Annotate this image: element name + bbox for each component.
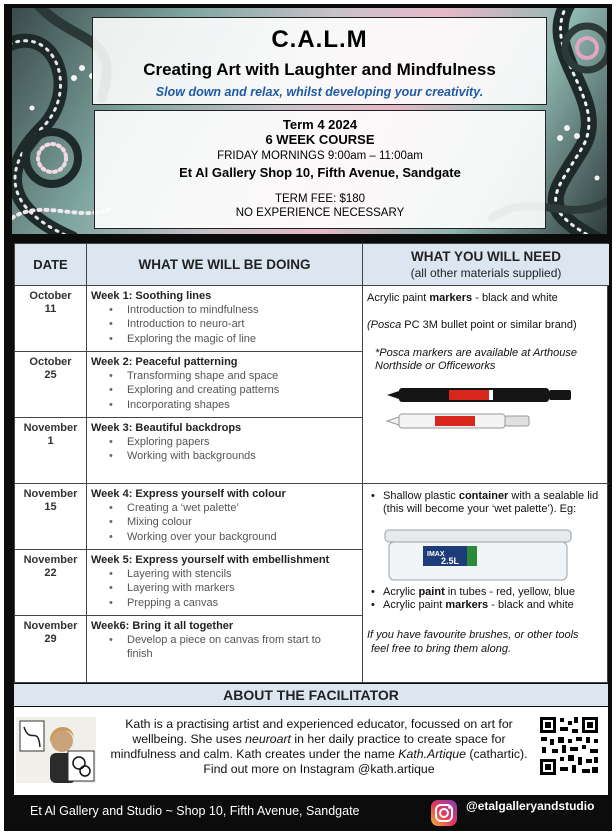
title-panel (92, 17, 547, 105)
term-fee: TERM FEE: $180 (274, 193, 366, 205)
week-cell (87, 286, 363, 352)
week-title: Week 1: Soothing lines (91, 290, 212, 302)
course-tagline: Slow down and relax, whilst developing your creativity. (155, 85, 484, 99)
week-title: Week 2: Peaceful patterning (91, 356, 238, 368)
needs-markers-cell (363, 286, 609, 484)
activity-item: • Creating a ‘wet palette’ (109, 501, 362, 515)
footer-bar (4, 796, 612, 831)
course-title: C.A.L.M (271, 26, 368, 53)
activity-item: • Layering with markers (109, 581, 362, 595)
instagram-icon[interactable] (430, 799, 458, 827)
posca-line: (Posca PC 3M bullet point or similar brand) (367, 319, 577, 331)
date-day: 25 (44, 369, 57, 381)
facilitator-photo (16, 717, 96, 783)
course-subtitle: Creating Art with Laughter and Mindfulness (143, 60, 496, 79)
date-cell (15, 550, 87, 616)
date-day: 1 (47, 435, 54, 447)
date-month: October (29, 356, 72, 368)
instagram-link[interactable]: Find out more on Instagram @kath.artique (203, 762, 435, 776)
date-month: November (23, 620, 78, 632)
experience-note: NO EXPERIENCE NECESSARY (235, 207, 405, 219)
activity-item: • Exploring papers (109, 435, 362, 449)
week-title: Week 5: Express yourself with embellishment (91, 554, 330, 566)
paint-markers-item: • Acrylic paint markers - black and white (363, 599, 609, 612)
activity-item: • Exploring and creating patterns (109, 383, 362, 397)
date-month: November (23, 488, 78, 500)
date-month: October (29, 290, 72, 302)
activity-item: • Introduction to neuro-art (109, 317, 362, 331)
posca-availability-note: *Posca markers are available at Arthouse Northside or Officeworks (375, 347, 577, 372)
markers-line: Acrylic paint markers - black and white (367, 292, 558, 304)
brushes-note: If you have favourite brushes, or other tools feel free to bring them along. (367, 629, 579, 655)
date-cell (15, 418, 87, 484)
venue-text: Et Al Gallery Shop 10, Fifth Avenue, Sandgate (179, 165, 461, 180)
activity-item: • Mixing colour (109, 515, 362, 529)
week-cell (87, 616, 363, 682)
date-cell (15, 484, 87, 550)
about-section (14, 707, 608, 795)
header-need (363, 244, 609, 286)
week-title: Week6: Bring it all together (91, 620, 234, 632)
paint-item: • Acrylic paint in tubes - red, yellow, blue (363, 586, 609, 599)
week-title: Week 3: Beautiful backdrops (91, 422, 242, 434)
term-label: Term 4 2024 (282, 117, 358, 132)
footer-address: Et Al Gallery and Studio ~ Shop 10, Fifth Avenue, Sandgate (30, 804, 360, 818)
activity-item: • Introduction to mindfulness (109, 303, 362, 317)
date-day: 22 (44, 567, 57, 579)
header-artwork (12, 8, 607, 234)
activity-item: • Layering with stencils (109, 567, 362, 581)
date-day: 29 (44, 633, 57, 645)
date-month: November (23, 554, 78, 566)
date-month: November (23, 422, 78, 434)
svg-text:IMAX: IMAX (427, 551, 445, 558)
container-item: • Shallow plastic container with a sealable lid (363, 490, 609, 503)
about-heading: ABOUT THE FACILITATOR (14, 684, 608, 706)
facilitator-bio: Kath is a practising artist and experienced educator, focussed on art for wellbeing. She uses neuroart in her daily practice to create space for mindfulness and calm. Kath creates under the name Kath.Artique (cathartic). Find out more on Instagram @kath.artique (106, 717, 532, 777)
container-item-cont: (this will become your ‘wet palette’). Eg: (383, 503, 577, 515)
activity-item: • Incorporating shapes (109, 398, 362, 412)
course-length: 6 WEEK COURSE (265, 132, 375, 147)
activity-item: • Working over your background (109, 530, 362, 544)
date-day: 11 (44, 303, 57, 315)
instagram-handle[interactable]: @etalgalleryandstudio (466, 799, 595, 813)
activity-item-continued: finish (127, 648, 153, 661)
header-date: DATE (15, 244, 87, 286)
course-schedule-table (14, 243, 608, 683)
posca-markers-image (385, 382, 585, 438)
header-need-subtitle: (all other materials supplied) (410, 266, 562, 280)
activity-item: • Develop a piece on canvas from start to (109, 633, 362, 647)
qr-code-icon[interactable] (538, 715, 600, 777)
week-cell (87, 550, 363, 616)
week-title: Week 4: Express yourself with colour (91, 488, 286, 500)
header-doing: WHAT WE WILL BE DOING (87, 244, 363, 286)
activity-item: • Working with backgrounds (109, 449, 362, 463)
needs-supplies-cell (363, 484, 609, 682)
week-cell (87, 418, 363, 484)
activity-item: • Exploring the magic of line (109, 332, 362, 346)
date-cell (15, 286, 87, 352)
week-cell (87, 484, 363, 550)
storage-container-image (381, 526, 576, 584)
header-need-title: WHAT YOU WILL NEED (411, 249, 561, 264)
activity-item: • Transforming shape and space (109, 369, 362, 383)
svg-text:2.5L: 2.5L (441, 556, 460, 566)
schedule-text: FRIDAY MORNINGS 9:00am – 11:00am (217, 150, 423, 162)
date-cell (15, 352, 87, 418)
date-cell (15, 616, 87, 682)
date-day: 15 (44, 501, 57, 513)
course-info-panel (94, 110, 546, 229)
week-cell (87, 352, 363, 418)
activity-item: • Prepping a canvas (109, 596, 362, 610)
